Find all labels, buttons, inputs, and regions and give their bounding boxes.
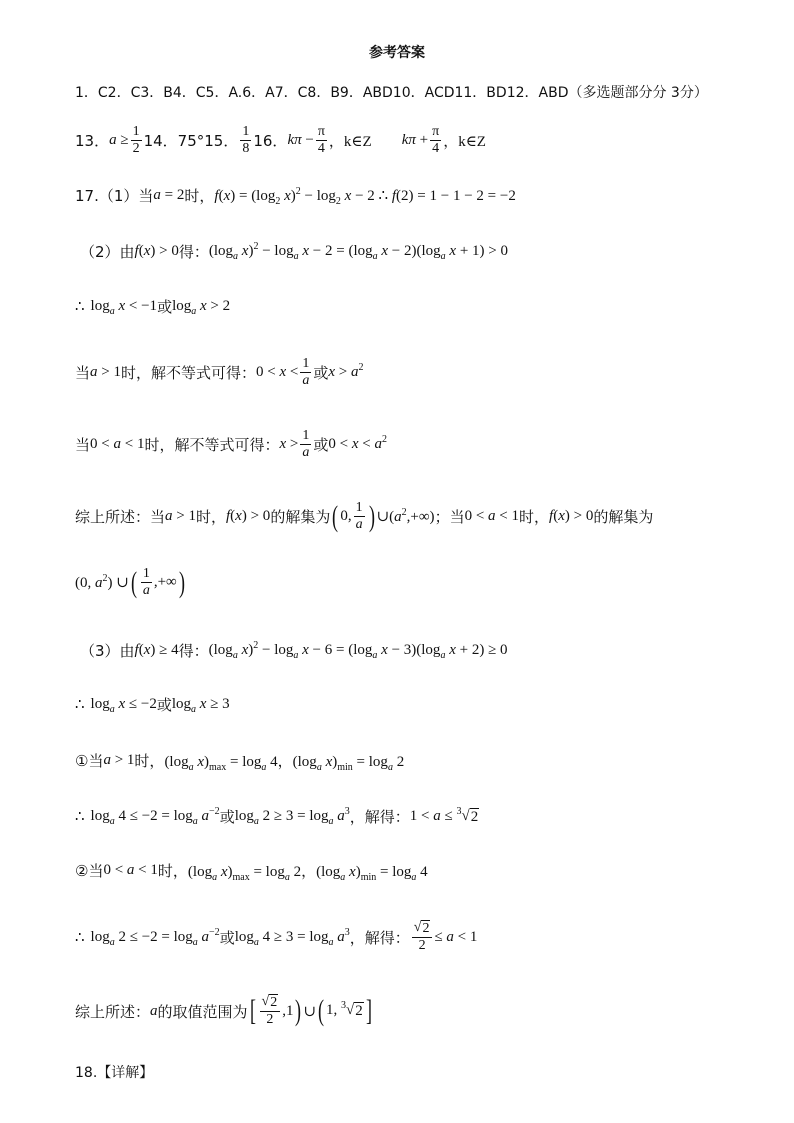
q17-part2-therefore: ∴ $\log_a x < -1$ 或 $\log_a x > 2$ [75,298,231,317]
q17-part3-therefore: ∴ $\log_a x \le -2$ 或 $\log_a x \ge 3$ [75,696,230,715]
q15-fraction: $\frac{1}{8}$ [242,124,250,157]
q17-part1: 17.（1）当 a = 2 时， $f(x) = (\log_2$ $x)^2 - \log_2 x - 2$ ∴ f(2) = 1 − 1 − 2 = −2 [75,186,516,207]
q14-q15-label: 14．75°15． [143,132,239,151]
q17-part2: （2）由 f(x) > 0 得： ($\log_a$ $x)^2 - \log_a x - 2 = (\log_a$ $x - 2)(\log_a$ x + 1) > 0 [80,241,509,262]
q17-case-a-gt-1: 当 a > 1 时，解不等式可得： 0 < x < $\frac{1}{a}$ 或 $x > a^2$ [75,356,364,389]
choice-answers-line: 1．C2．C3．B4．C5．A.6．A7．C8．B9．ABD10．ACD11．BD12．ABD（多选题部分分 3分） [75,85,708,101]
page-title: 参考答案 [369,45,425,61]
q16-kz-b: ，k∈Z [443,134,486,151]
q17-part3-case1: ①当 a > 1 时， ($\log_a$ $x)_{max} = \log_a 4$，($\log_a$ $x)_{min} = \log_a 2$ [75,752,405,773]
q16-answer-a: kπ − [287,132,314,149]
q17-part2-summary-cont: (0, $a^2$) ∪ ( $\frac{1}{a}$ ,+∞ ) [75,565,185,599]
q17-part3: （3）由 f(x) ≥ 4 得： ($\log_a$ $x)^2 - \log_a x - 6 = (\log_a$ $x - 3)(\log_a$ x + 2) ≥ 0 [80,640,508,661]
q16-label: 16． [253,132,288,151]
q17-part3-case1-solve: ∴ $\log_a 4 \le -2 = \log_a a^{-2}$ 或 $\log_a 2 \ge 3 = \log_a a^3$ ，解得： 1 < a ≤ $^3$ √ 2 [75,805,479,827]
q16-fraction-a: $\frac{\pi}{4}$ [317,124,325,157]
q18-heading: 18.【详解】 [75,1065,154,1081]
q17-final-summary: 综上所述： a 的取值范围为 [ √ 2 2 ,1 ) ∪ ( 1, $^3$ √ 2 ] [75,994,372,1028]
q16-answer-b: kπ + [401,132,429,149]
q16-fraction-b: $\frac{\pi}{4}$ [432,124,440,157]
q13-label: 13． [75,132,110,151]
fill-answers-line [75,124,486,157]
q17-part2-summary: 综上所述：当 a > 1 时， f(x) > 0 的解集为 ( 0, $\frac{1}{a}$ ) $\cup(a^2,+\infty)$ ；当 0 < a < 1 时， f(x) > 0 的解集为 [75,499,654,533]
q17-part3-case2: ②当 0 < a < 1 时， ($\log_a$ $x)_{max} = \log_a 2$，($\log_a$ $x)_{min} = \log_a 4$ [75,862,428,883]
q13-fraction: $\frac{1}{2}$ [132,124,140,157]
q13-answer: a ≥ [109,132,129,149]
q16-kz-a: ，k∈Z [328,134,372,151]
q17-case-a-lt-1: 当 0 < a < 1 时，解不等式可得： x > $\frac{1}{a}$ 或 $0 < x < a^2$ [75,428,387,461]
q17-part3-case2-solve: ∴ $\log_a 2 \le -2 = \log_a a^{-2}$ 或 $\log_a 4 \ge 3 = \log_a a^3$ ，解得： √ 2 2 ≤ a < 1 [75,920,478,954]
